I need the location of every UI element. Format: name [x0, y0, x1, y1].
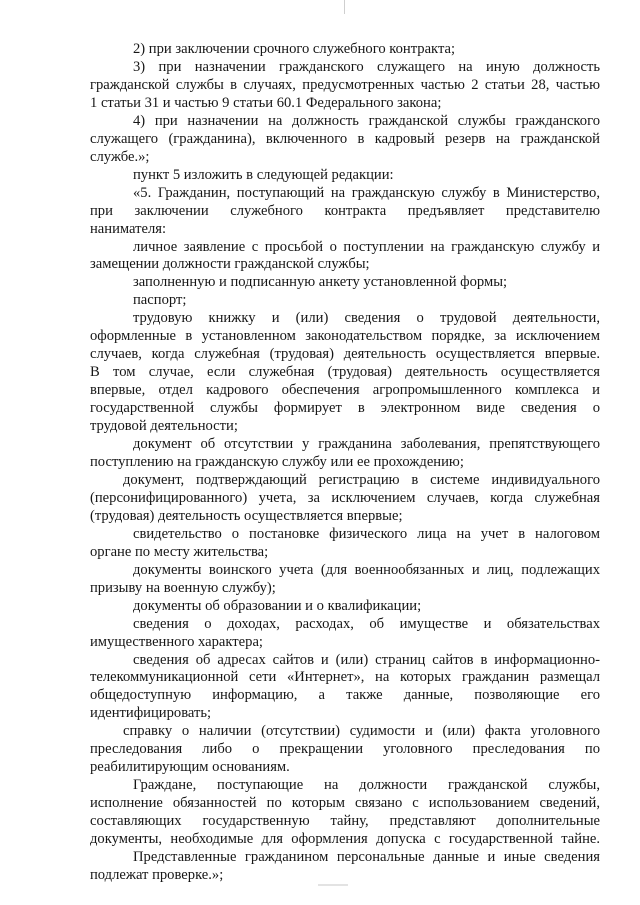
text-line: впервые, отдел кадрового обеспечения агропромышленного комплекса и: [90, 382, 600, 398]
text-line: трудовой деятельности;: [90, 418, 238, 434]
text-line: преследования либо о прекращении уголовного преследования по: [90, 741, 600, 757]
text-line: подлежат проверке.»;: [90, 867, 224, 883]
text-line: сведения об адресах сайтов и (или) страниц сайтов в информационно-: [133, 652, 600, 668]
text-line: заполненную и подписанную анкету установленной формы;: [133, 274, 508, 290]
scan-artifact-top: [344, 0, 345, 14]
text-line: органе по месту жительства;: [90, 544, 269, 560]
text-line: Представленные гражданином персональные данные и иные сведения: [133, 849, 600, 865]
text-line: 3) при назначении гражданского служащего на иную должность: [133, 59, 600, 75]
text-line: (персонифицированного) учета, за исключением случаев, когда служебная: [90, 490, 600, 506]
text-line: документы об образовании и о квалификации;: [133, 598, 422, 614]
text-line: нанимателя:: [90, 221, 167, 237]
text-line: призыву на военную службу);: [90, 580, 276, 596]
text-line: «5. Гражданин, поступающий на гражданскую службу в Министерство,: [133, 185, 600, 201]
text-line: личное заявление с просьбой о поступлении на гражданскую службу и: [133, 239, 600, 255]
text-line: случаев, когда служебная (трудовая) деятельность осуществляется впервые.: [90, 346, 600, 362]
scan-artifact-bottom: [318, 884, 348, 886]
text-line: при заключении служебного контракта предъявляет представителю: [90, 203, 600, 219]
text-line: документы воинского учета (для военнообязанных и лиц, подлежащих: [133, 562, 600, 578]
text-line: государственной службы формирует в электронном виде сведения о: [90, 400, 600, 416]
text-line: трудовую книжку и (или) сведения о трудовой деятельности,: [133, 310, 600, 326]
text-line: идентифицировать;: [90, 705, 212, 721]
text-line: служащего (гражданина), включенного в кадровый резерв на гражданской: [90, 131, 600, 147]
text-line: телекоммуникационной сети «Интернет», на которых гражданин размещал: [90, 669, 600, 685]
text-line: пункт 5 изложить в следующей редакции:: [133, 167, 394, 183]
text-line: службе.»;: [90, 149, 150, 165]
text-line: поступлению на гражданскую службу или ее прохождению;: [90, 454, 464, 470]
text-line: составляющих государственную тайну, представляют дополнительные: [90, 813, 600, 829]
text-line: документы, необходимые для оформления допуска с государственной тайне.: [90, 831, 600, 847]
text-line: сведения о доходах, расходах, об имуществе и обязательствах: [133, 616, 600, 632]
text-line: гражданской службы в случаях, предусмотренных частью 2 статьи 28, частью: [90, 77, 600, 93]
text-line: реабилитирующим основаниям.: [90, 759, 290, 775]
text-line: оформленные в установленном законодательством порядке, за исключением: [90, 328, 600, 344]
text-line: документ об отсутствии у гражданина заболевания, препятствующего: [133, 436, 600, 452]
text-line: замещении должности гражданской службы;: [90, 256, 370, 272]
text-line: паспорт;: [133, 292, 187, 308]
text-line: Граждане, поступающие на должности гражданской службы,: [133, 777, 600, 793]
text-line: исполнение обязанностей по которым связано с использованием сведений,: [90, 795, 600, 811]
text-line: 2) при заключении срочного служебного контракта;: [133, 41, 456, 57]
text-line: документ, подтверждающий регистрацию в системе индивидуального: [123, 472, 600, 488]
text-line: В том случае, если служебная (трудовая) деятельность осуществляется: [90, 364, 600, 380]
text-line: свидетельство о постановке физического лица на учет в налоговом: [133, 526, 600, 542]
text-line: справку о наличии (отсутствии) судимости и (или) факта уголовного: [123, 723, 600, 739]
text-line: имущественного характера;: [90, 634, 263, 650]
text-line: (трудовая) деятельность осуществляется впервые;: [90, 508, 403, 524]
text-line: 4) при назначении на должность гражданской службы гражданского: [133, 113, 600, 129]
text-line: 1 статьи 31 и частью 9 статьи 60.1 Федерального закона;: [90, 95, 442, 111]
text-line: общедоступную информацию, а также данные, позволяющие его: [90, 687, 600, 703]
